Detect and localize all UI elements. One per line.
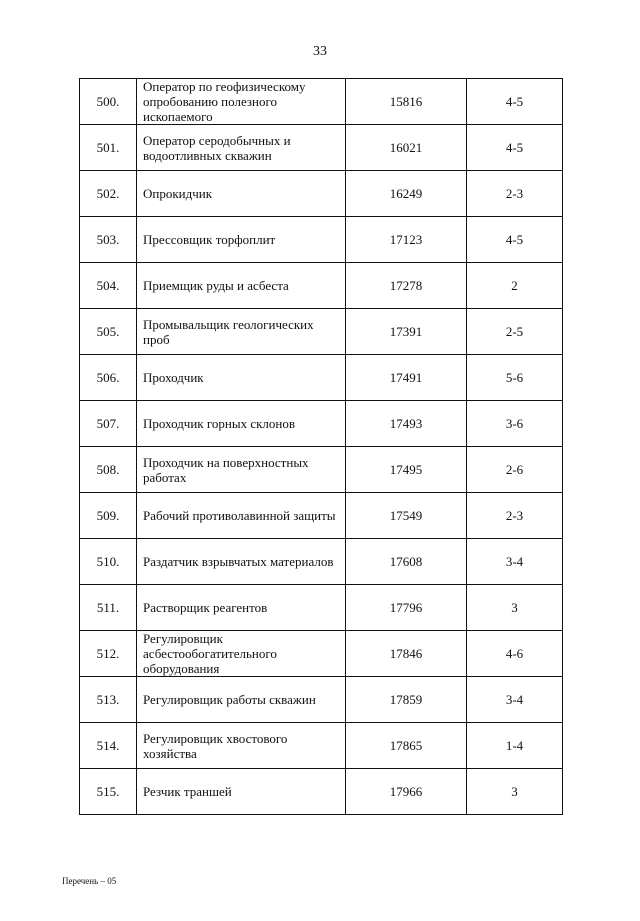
- table-row: [80, 263, 563, 309]
- table-row: [80, 493, 563, 539]
- table-row: [80, 401, 563, 447]
- grade-range: 4-5: [467, 79, 563, 125]
- profession-name: Оператор серодобычных и водоотливных скважин: [137, 125, 346, 171]
- grade-range: 5-6: [467, 355, 563, 401]
- grade-range: 4-6: [467, 631, 563, 677]
- grade-range: 2: [467, 263, 563, 309]
- table-row: [80, 355, 563, 401]
- table-row: [80, 769, 563, 815]
- table-row: [80, 309, 563, 355]
- page-number: 33: [313, 44, 327, 59]
- profession-code: 17846: [346, 631, 467, 677]
- row-number: 507.: [80, 401, 137, 447]
- table-row: [80, 585, 563, 631]
- row-number: 513.: [80, 677, 137, 723]
- row-number: 500.: [80, 79, 137, 125]
- row-number: 512.: [80, 631, 137, 677]
- table-row: [80, 171, 563, 217]
- profession-name: Рабочий противолавинной защиты: [137, 493, 346, 539]
- row-number: 509.: [80, 493, 137, 539]
- profession-name: Проходчик: [137, 355, 346, 401]
- grade-range: 4-5: [467, 217, 563, 263]
- profession-code: 17123: [346, 217, 467, 263]
- profession-code: 17549: [346, 493, 467, 539]
- profession-name: Регулировщик асбестообогатительного оборудования: [137, 631, 346, 677]
- professions-table: [79, 78, 563, 815]
- row-number: 508.: [80, 447, 137, 493]
- table-row: [80, 723, 563, 769]
- grade-range: 2-6: [467, 447, 563, 493]
- document-footer: Перечень – 05: [62, 876, 117, 886]
- row-number: 511.: [80, 585, 137, 631]
- profession-name: Опрокидчик: [137, 171, 346, 217]
- row-number: 502.: [80, 171, 137, 217]
- profession-code: 17859: [346, 677, 467, 723]
- row-number: 505.: [80, 309, 137, 355]
- table-row: [80, 631, 563, 677]
- row-number: 504.: [80, 263, 137, 309]
- profession-name: Промывальщик геологических проб: [137, 309, 346, 355]
- row-number: 510.: [80, 539, 137, 585]
- grade-range: 4-5: [467, 125, 563, 171]
- grade-range: 1-4: [467, 723, 563, 769]
- profession-name: Регулировщик работы скважин: [137, 677, 346, 723]
- profession-code: 17493: [346, 401, 467, 447]
- profession-name: Раздатчик взрывчатых материалов: [137, 539, 346, 585]
- grade-range: 2-3: [467, 493, 563, 539]
- profession-code: 17278: [346, 263, 467, 309]
- profession-code: 17491: [346, 355, 467, 401]
- profession-code: 16021: [346, 125, 467, 171]
- profession-code: 17495: [346, 447, 467, 493]
- profession-code: 17608: [346, 539, 467, 585]
- table-row: [80, 677, 563, 723]
- grade-range: 3: [467, 769, 563, 815]
- profession-name: Резчик траншей: [137, 769, 346, 815]
- grade-range: 2-3: [467, 171, 563, 217]
- profession-name: Проходчик горных склонов: [137, 401, 346, 447]
- profession-code: 16249: [346, 171, 467, 217]
- table-row: [80, 125, 563, 171]
- profession-code: 17796: [346, 585, 467, 631]
- profession-code: 17391: [346, 309, 467, 355]
- grade-range: 3: [467, 585, 563, 631]
- row-number: 515.: [80, 769, 137, 815]
- professions-table-body: [80, 79, 563, 815]
- profession-name: Регулировщик хвостового хозяйства: [137, 723, 346, 769]
- table-row: [80, 447, 563, 493]
- grade-range: 3-6: [467, 401, 563, 447]
- row-number: 506.: [80, 355, 137, 401]
- profession-code: 17966: [346, 769, 467, 815]
- row-number: 503.: [80, 217, 137, 263]
- table-row: [80, 79, 563, 125]
- profession-code: 15816: [346, 79, 467, 125]
- profession-name: Оператор по геофизическому опробованию полезного ископаемого: [137, 79, 346, 125]
- profession-name: Растворщик реагентов: [137, 585, 346, 631]
- grade-range: 3-4: [467, 677, 563, 723]
- row-number: 501.: [80, 125, 137, 171]
- grade-range: 3-4: [467, 539, 563, 585]
- table-row: [80, 539, 563, 585]
- grade-range: 2-5: [467, 309, 563, 355]
- profession-code: 17865: [346, 723, 467, 769]
- profession-name: Проходчик на поверхностных работах: [137, 447, 346, 493]
- profession-name: Приемщик руды и асбеста: [137, 263, 346, 309]
- row-number: 514.: [80, 723, 137, 769]
- table-row: [80, 217, 563, 263]
- profession-name: Прессовщик торфоплит: [137, 217, 346, 263]
